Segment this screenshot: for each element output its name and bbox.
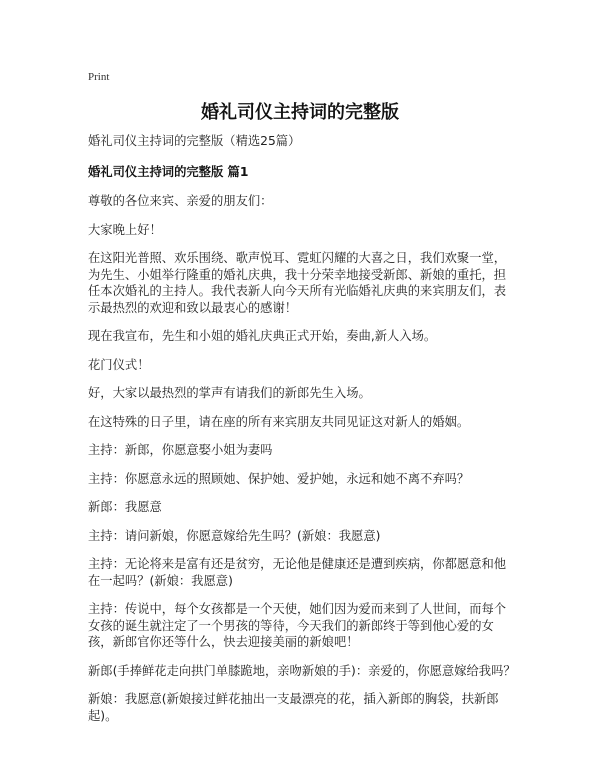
section-heading: 婚礼司仪主持词的完整版 篇1 bbox=[88, 164, 249, 179]
paragraph: 大家晚上好！ bbox=[88, 222, 162, 237]
paragraph: 在这阳光普照、欢乐围绕、歌声悦耳、霓虹闪耀的大喜之日，我们欢聚一堂，为先生、小姐举行隆重的婚礼庆典，我十分荣幸地接受新郎、新娘的重托，担任本次婚礼的主持人。我代表新人向今天所有光临婚礼庆典的来宾朋友们，表示最热烈的欢迎和致以最衷心的感谢！ bbox=[88, 251, 507, 315]
paragraph: 在这特殊的日子里，请在座的所有来宾朋友共同见证这对新人的婚姻。 bbox=[88, 414, 470, 429]
paragraph: 好，大家以最热烈的掌声有请我们的新郎先生入场。 bbox=[88, 386, 371, 400]
paragraph: 新娘：我愿意(新娘接过鲜花抽出一支最漂亮的花，插入新郎的胸袋，扶新郎起)。 bbox=[88, 692, 499, 723]
paragraph: 新郎(手捧鲜花走向拱门单膝跪地，亲吻新娘的手)：亲爱的，你愿意嫁给我吗？ bbox=[88, 663, 516, 678]
paragraph: 主持：无论将来是富有还是贫穷，无论他是健康还是遭到疾病，你都愿意和他在一起吗？(新娘：我愿意) bbox=[88, 557, 507, 588]
paragraph: 现在我宣布，先生和小姐的婚礼庆典正式开始，奏曲,新人入场。 bbox=[88, 329, 437, 343]
paragraph: 主持：请问新娘，你愿意嫁给先生吗？(新娘：我愿意) bbox=[88, 528, 381, 543]
paragraph: 主持：你愿意永远的照顾她、保护她、爱护她，永远和她不离不弃吗？ bbox=[88, 471, 470, 486]
paragraph: 新郎：我愿意 bbox=[88, 500, 162, 514]
paragraph: 尊敬的各位来宾、亲爱的朋友们： bbox=[88, 194, 273, 208]
document-subtitle: 婚礼司仪主持词的完整版（精选25篇） bbox=[88, 134, 301, 148]
print-label: Print bbox=[88, 71, 110, 83]
paragraph: 主持：传说中，每个女孩都是一个天使，她们因为爱而来到了人世间，而每个女孩的诞生就注定了一个男孩的等待，今天我们的新郎终于等到他心爱的女孩，新郎官你还等什么，快去迎接美丽的新娘吧！ bbox=[88, 602, 507, 649]
document-body bbox=[88, 133, 516, 736]
paragraph: 主持：新郎，你愿意娶小姐为妻吗 bbox=[88, 443, 273, 457]
document-title: 婚礼司仪主持词的完整版 bbox=[201, 102, 399, 123]
paragraph: 花门仪式！ bbox=[88, 357, 150, 372]
